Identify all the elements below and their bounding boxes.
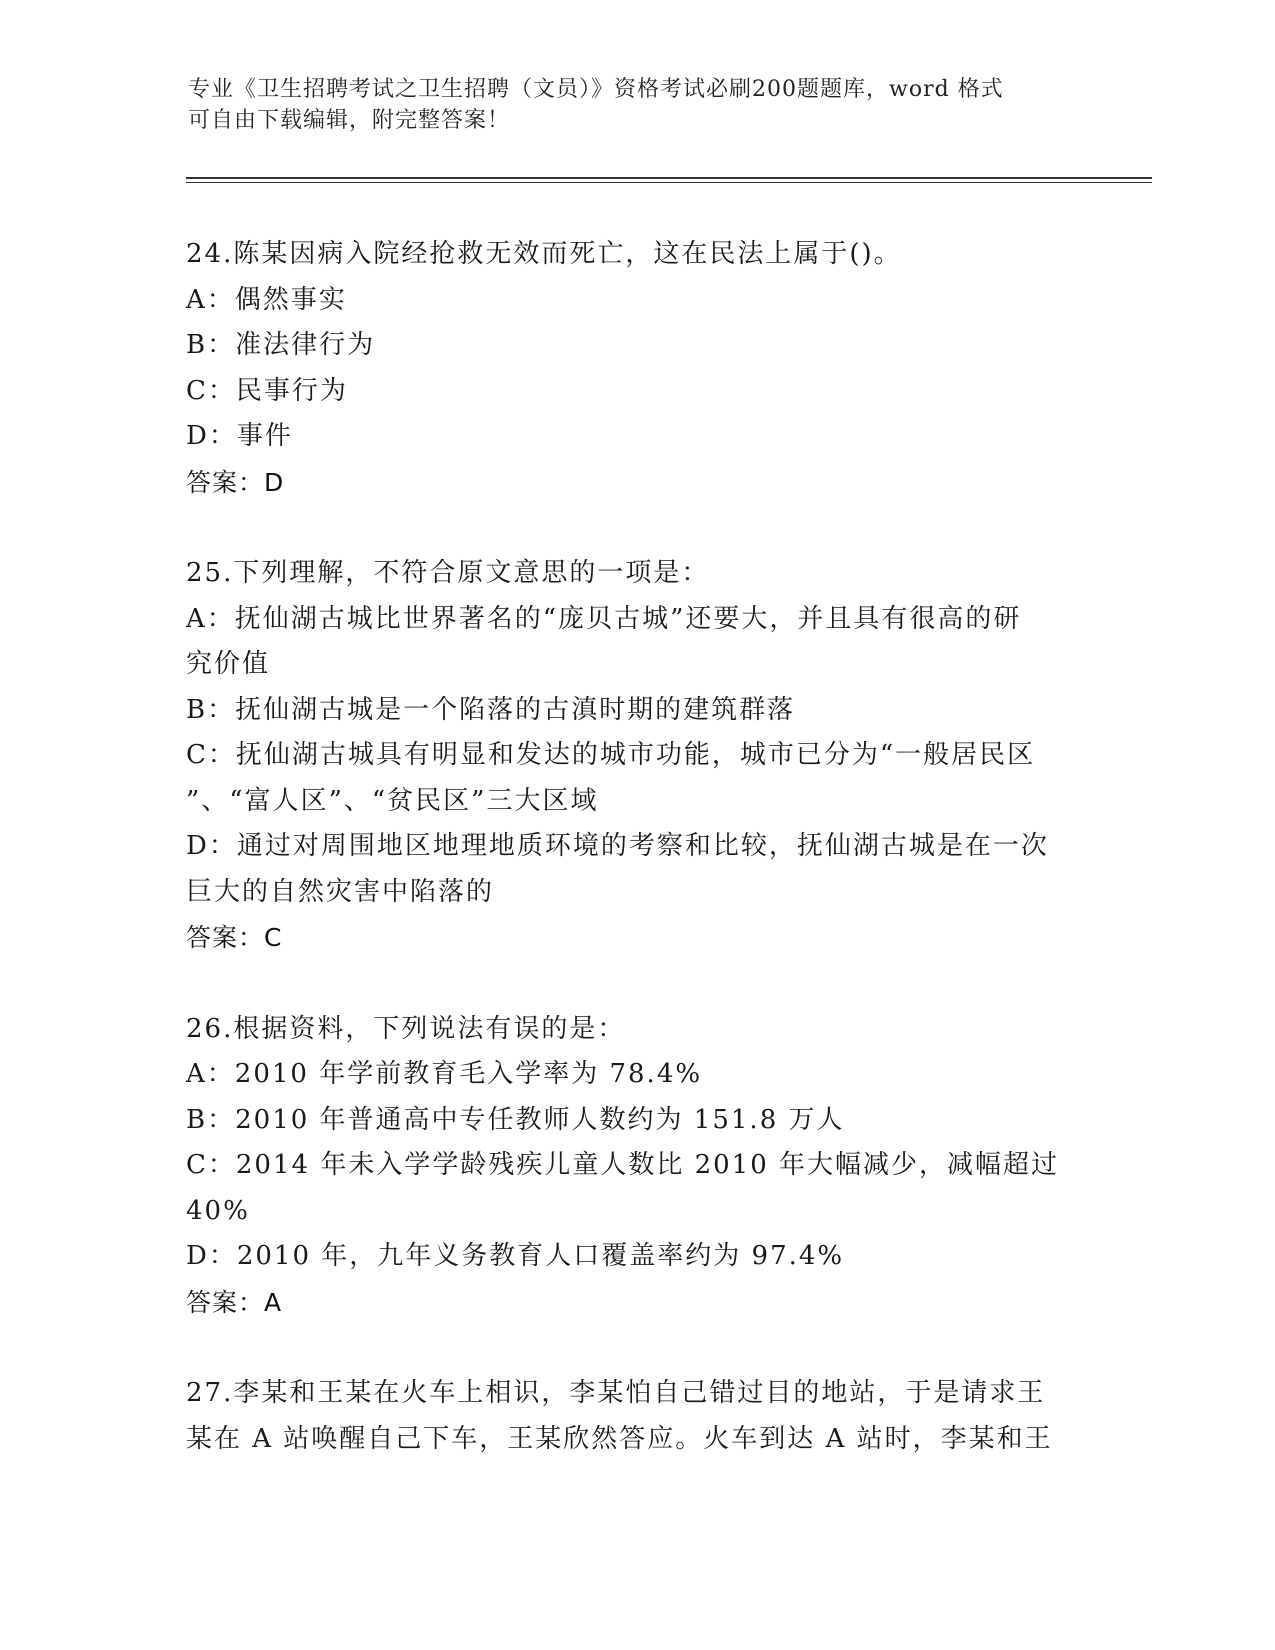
- option-d: D：2010 年，九年义务教育人口覆盖率约为 97.4%: [186, 1241, 845, 1271]
- option-a: A：抚仙湖古城比世界著名的“庞贝古城”还要大，并且具有很高的研: [186, 603, 1022, 634]
- question-stem: 26.根据资料，下列说法有误的是：: [186, 1013, 626, 1044]
- option-d-continued: 巨大的自然灾害中陷落的: [186, 876, 495, 907]
- option-c: C：抚仙湖古城具有明显和发达的城市功能，城市已分为“一般居民区: [186, 740, 1036, 770]
- option-c-continued: 40%: [186, 1195, 250, 1226]
- document-header: [188, 74, 1068, 136]
- answer-line: 答案：D: [186, 467, 285, 497]
- option-b: B：抚仙湖古城是一个陷落的古滇时期的建筑群落: [186, 694, 796, 725]
- question-stem: 24.陈某因病入院经抢救无效而死亡，这在民法上属于()。: [186, 239, 902, 269]
- header-line-2: 可自由下载编辑，附完整答案！: [188, 108, 511, 133]
- question-list: [186, 232, 1086, 1508]
- question-stem: 27.李某和王某在火车上相识，李某怕自己错过目的地站，于是请求王: [186, 1378, 1046, 1408]
- header-divider-thick: [186, 177, 1152, 179]
- question-24: [186, 232, 1086, 505]
- header-divider-thin: [186, 182, 1152, 183]
- option-d: D：通过对周围地区地理地质环境的考察和比较，抚仙湖古城是在一次: [186, 831, 1049, 861]
- answer-line: 答案：C: [186, 923, 283, 952]
- question-25: [186, 551, 1086, 961]
- option-b: B：2010 年普通高中专任教师人数约为 151.8 万人: [186, 1104, 845, 1135]
- option-a-continued: 究价值: [186, 649, 271, 679]
- question-27: [186, 1371, 1086, 1462]
- option-c-continued: ”、“富人区”、“贫民区”三大区域: [186, 785, 599, 816]
- question-26: [186, 1007, 1086, 1326]
- option-c: C：2014 年未入学学龄残疾儿童人数比 2010 年大幅减少，减幅超过: [186, 1150, 1060, 1180]
- option-a: A：2010 年学前教育毛入学率为 78.4%: [186, 1059, 703, 1089]
- option-a: A：偶然事实: [186, 284, 347, 315]
- answer-line: 答案：A: [186, 1287, 283, 1317]
- option-b: B：准法律行为: [186, 330, 376, 360]
- question-stem: 25.下列理解，不符合原文意思的一项是：: [186, 558, 710, 588]
- question-stem-continued: 某在 A 站唤醒自己下车，王某欣然答应。火车到达 A 站时，李某和王: [186, 1423, 1053, 1454]
- header-line-1: 专业《卫生招聘考试之卫生招聘（文员）》资格考试必刷200题题库，word 格式: [188, 77, 1004, 102]
- option-d: D：事件: [186, 421, 293, 451]
- option-c: C：民事行为: [186, 375, 348, 406]
